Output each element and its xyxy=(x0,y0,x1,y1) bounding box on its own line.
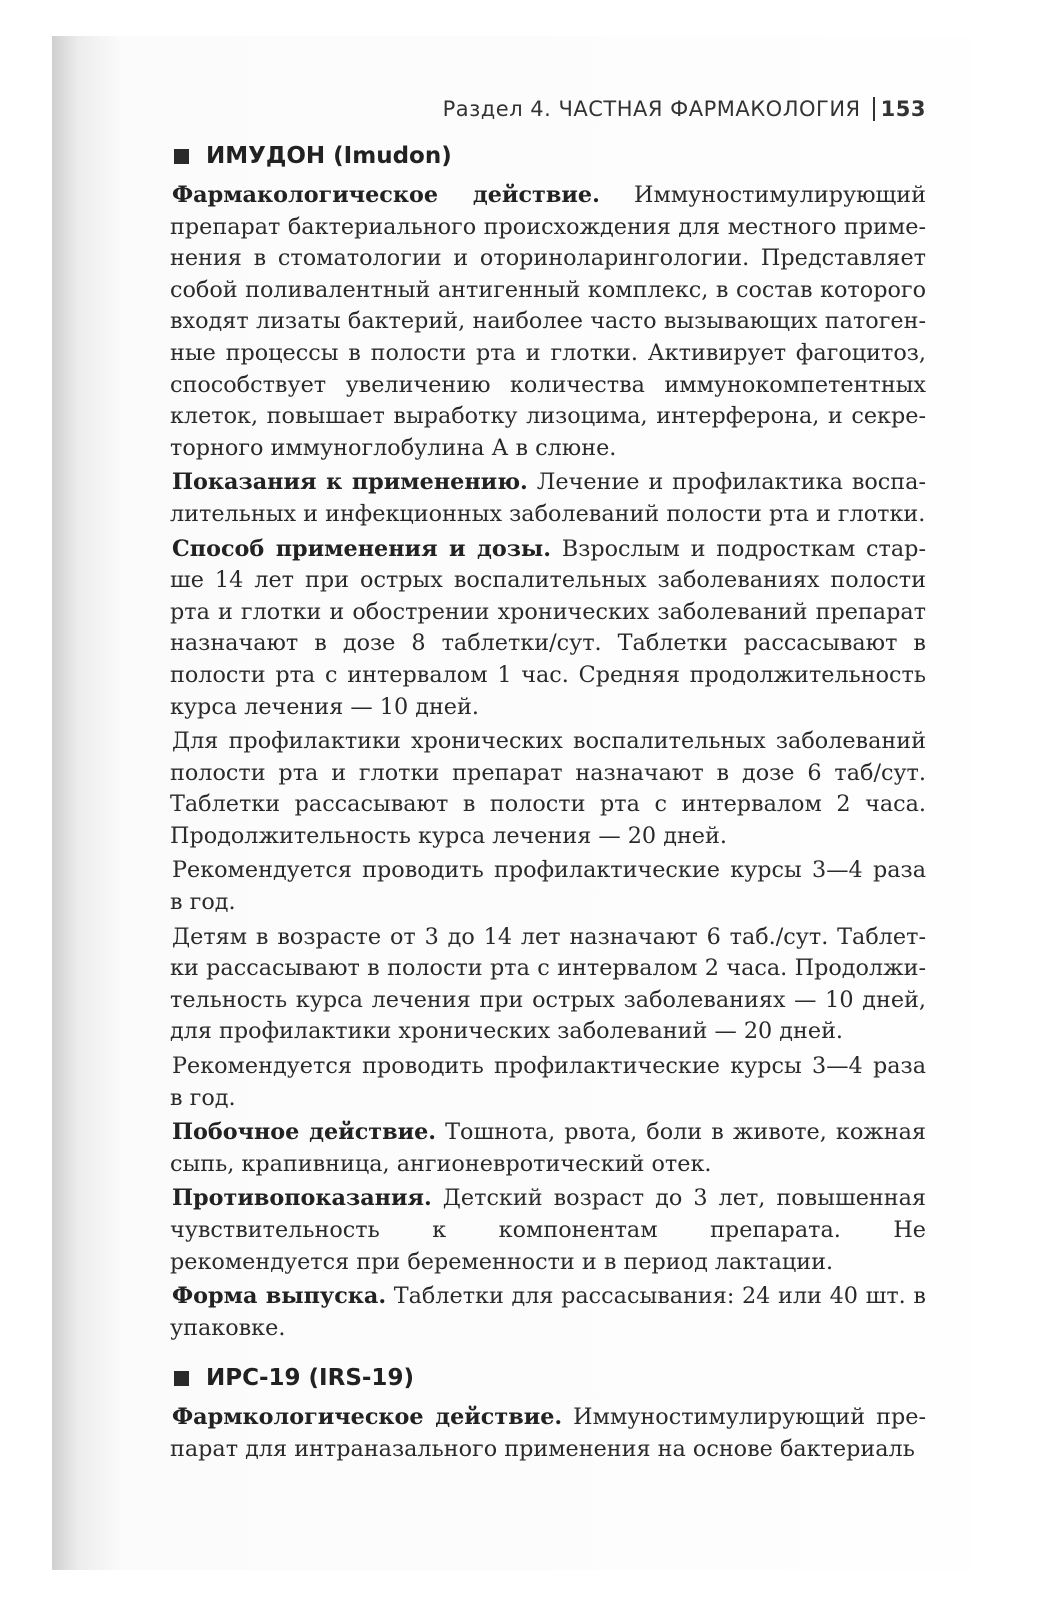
label: Показания к применению. xyxy=(172,469,528,496)
book-page xyxy=(52,36,970,1570)
contraindications xyxy=(170,1183,926,1278)
side-effects xyxy=(170,1117,926,1180)
page-number: 153 xyxy=(880,97,926,121)
text: Иммуностимулирующий препарат бактериального происхождения для местного применения в стоматологии и оториноларингологии. Представляет собой поливалентный антигенный комплекс, в состав которого входят лизаты бактерий, наиболее часто вызывающих патогенные процессы в полости рта и глотки. Активирует фагоцитоз, способствует увеличению количества иммунокомпетентных клеток, повышает выработку лизоцима, интерферона, и секреторного иммуноглобулина А в слюне. xyxy=(170,182,926,461)
dosage-recommendation-2: Рекомендуется проводить профилактические курсы 3—4 раза в год. xyxy=(170,1053,926,1111)
running-header xyxy=(170,92,926,126)
section-title: Раздел 4. ЧАСТНАЯ ФАРМАКОЛОГИЯ xyxy=(442,97,861,121)
label: Побочное действие. xyxy=(172,1119,437,1146)
pharmacological-action xyxy=(170,180,926,464)
text: Иммуностимулирующий препарат для интраназального применения на основе бактериаль xyxy=(170,1404,926,1462)
dosage-prophylaxis: Для профилактики хронических воспалительных заболеваний полости рта и глотки препарат назначают в дозе 6 таб/сут. Таблетки рассасывают в полости рта с интервалом 2 часа. Продолжительность курса лечения — 20 дней. xyxy=(170,728,926,849)
square-bullet-icon xyxy=(174,1371,189,1386)
entry-title: ИРС-19 (IRS-19) xyxy=(206,1365,414,1392)
dosage-recommendation: Рекомендуется проводить профилактические курсы 3—4 раза в год. xyxy=(170,857,926,916)
label: Противопоказания. xyxy=(172,1185,432,1212)
text-column xyxy=(170,92,926,1467)
label: Фармкологическое действие. xyxy=(172,1404,563,1431)
dosage xyxy=(170,534,926,724)
label: Способ применения и дозы. xyxy=(172,535,552,562)
text: Таблетки для рассасывания: 24 или 40 шт. в упаковке. xyxy=(170,1283,926,1341)
entry-title: ИМУДОН (Imudon) xyxy=(206,143,452,169)
entry-heading-irs19 xyxy=(170,1358,926,1398)
square-bullet-icon xyxy=(174,149,189,164)
label: Фармакологическое действие. xyxy=(172,182,600,208)
indications xyxy=(170,467,926,530)
text: Взрослым и подросткам старше 14 лет при острых воспалительных заболеваниях полости рта и глотки и обострении хронических заболеваний препарат назначают в дозе 8 таблетки/сут. Таблетки рассасывают в полости рта с интервалом 1 час. Средняя продолжительность курса лечения — 10 дней. xyxy=(170,535,926,720)
dosage-children: Детям в возрасте от 3 до 14 лет назначают 6 таб./сут. Таблетки рассасывают в полости рта с интервалом 2 часа. Продолжительность курса лечения при острых заболеваниях — 10 дней, для профилактики хронических заболеваний — 20 дней. xyxy=(170,923,926,1045)
header-divider xyxy=(873,97,875,121)
release-form xyxy=(170,1281,926,1344)
pharmacological-action xyxy=(170,1402,926,1465)
entry-heading-imudon xyxy=(170,136,926,176)
text: Детский возраст до 3 лет, повышенная чувствительность к компонентам препарата. Не рекомендуется при беременности и в период лактации. xyxy=(170,1185,926,1275)
text: Лечение и профилактика воспалительных и инфекционных заболеваний полости рта и глотки. xyxy=(170,469,926,527)
text: Тошнота, рвота, боли в животе, кожная сыпь, крапивница, ангионевротический отек. xyxy=(170,1119,926,1177)
label: Форма выпуска. xyxy=(172,1283,387,1310)
